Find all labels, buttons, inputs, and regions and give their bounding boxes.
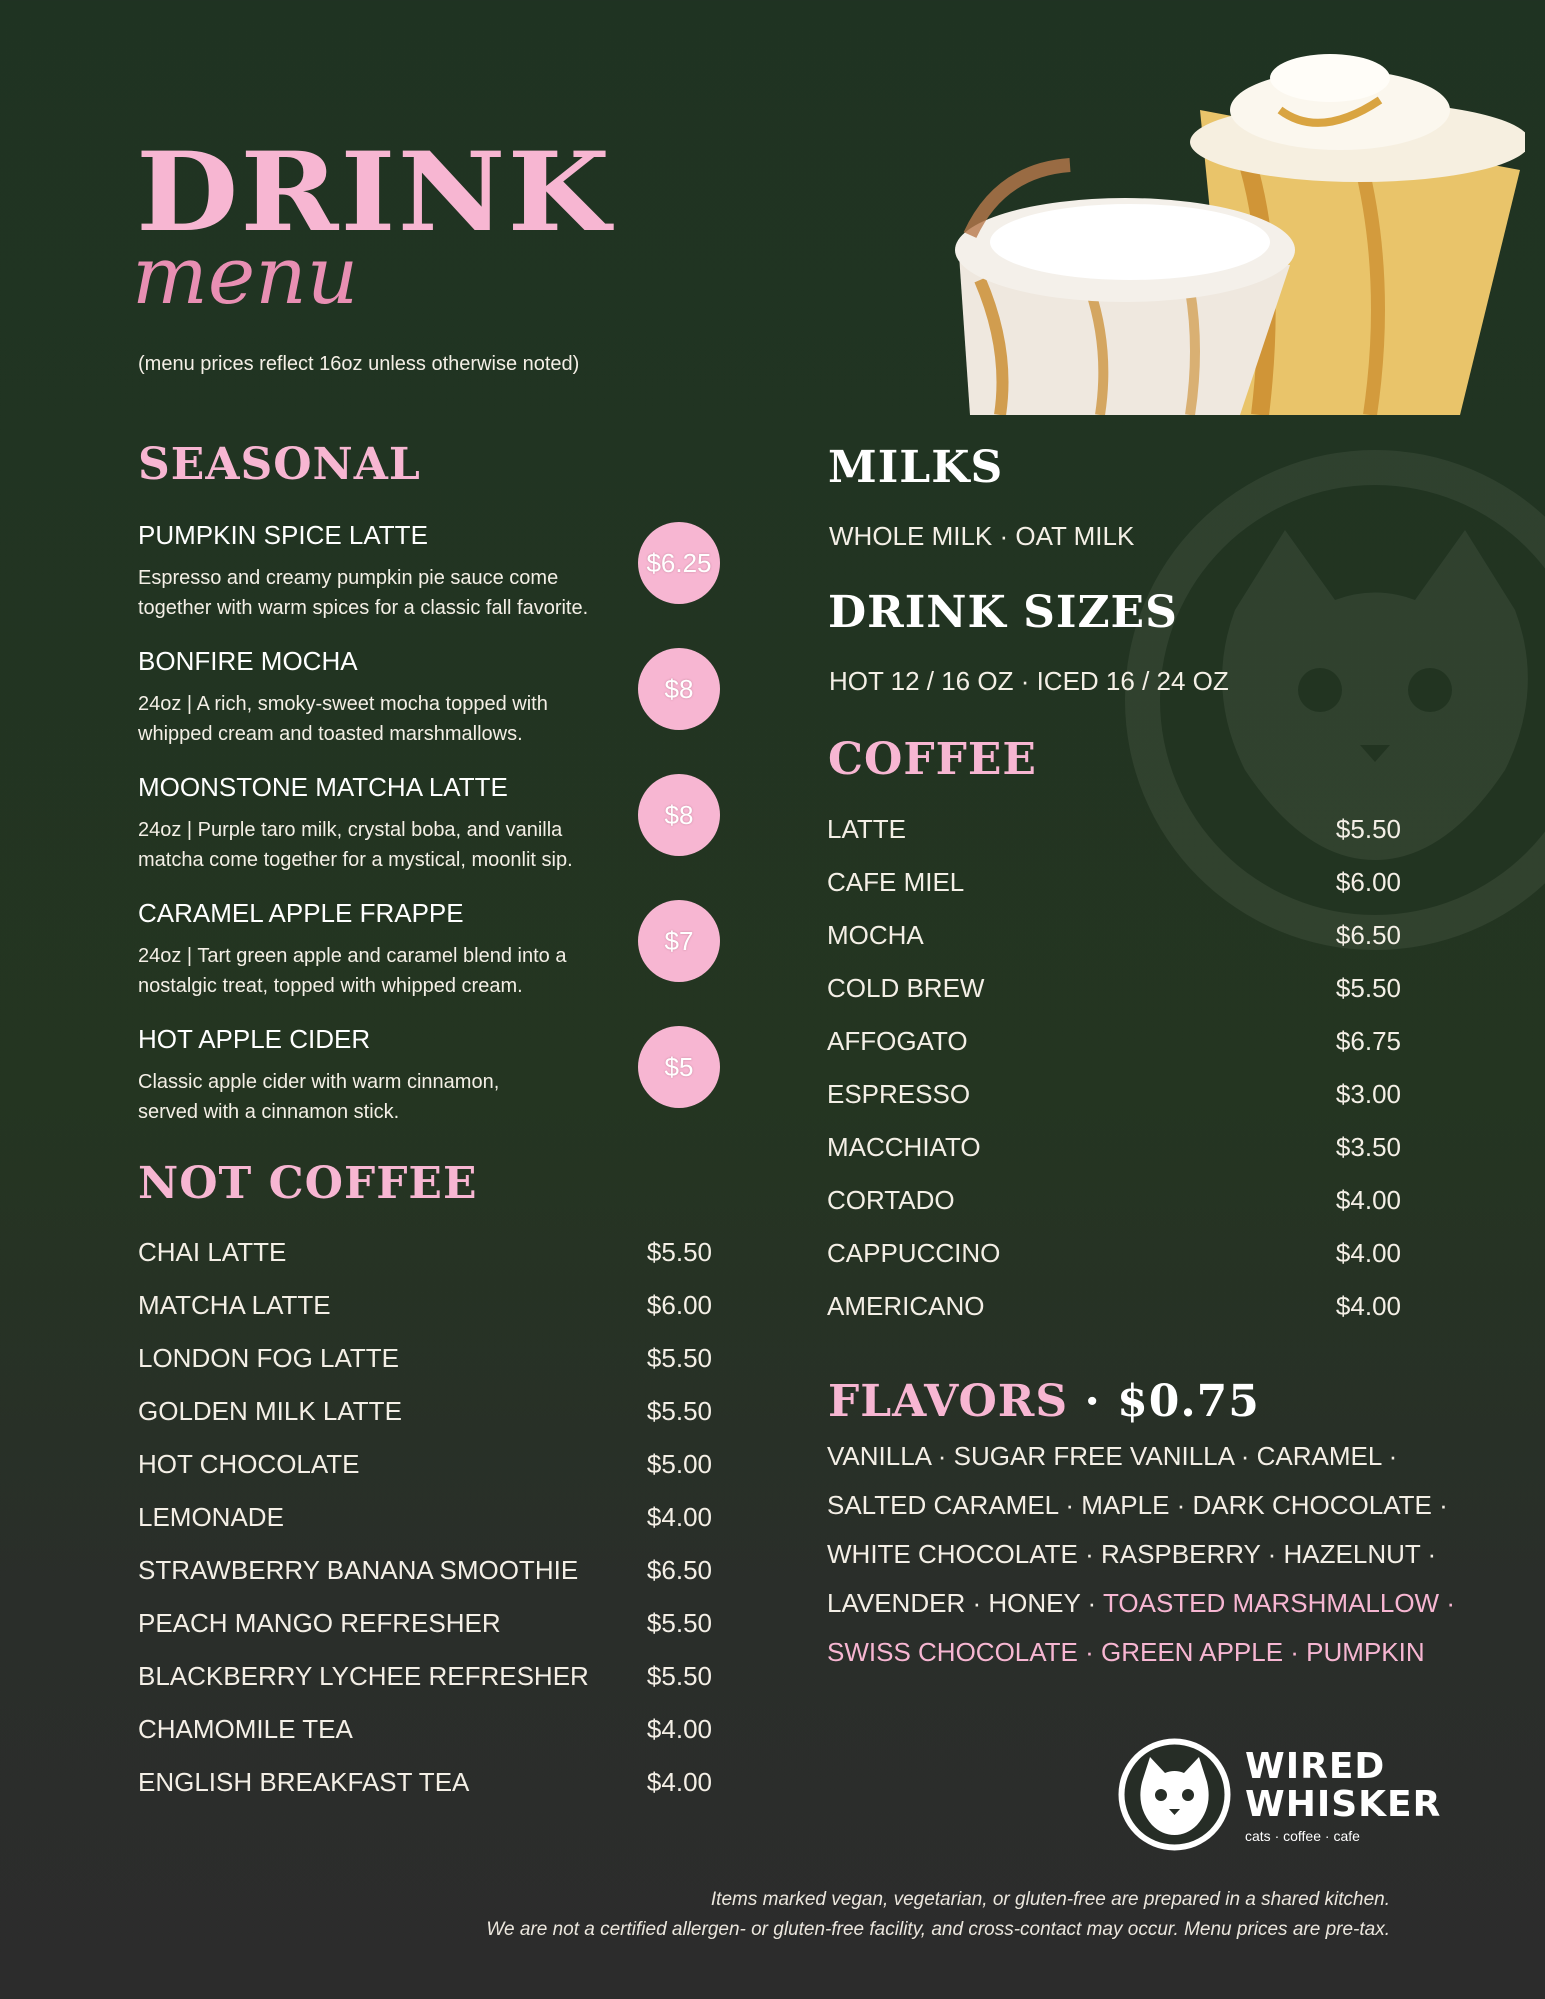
allergen-disclaimer <box>486 1885 1390 1945</box>
price-badge: $8 <box>638 648 720 730</box>
item-description: 24oz | Purple taro milk, crystal boba, and vanilla <box>138 819 563 841</box>
item-price: $4.00 <box>1335 1185 1401 1215</box>
item-name: GOLDEN MILK LATTE <box>138 1396 402 1426</box>
menu-row <box>827 1185 1401 1216</box>
item-price: $5.00 <box>646 1449 712 1479</box>
item-name: BLACKBERRY LYCHEE REFRESHER <box>138 1661 589 1691</box>
flavors-regular: LAVENDER · HONEY · <box>827 1588 1103 1618</box>
seasonal-heading: SEASONAL <box>138 439 421 490</box>
item-name: LONDON FOG LATTE <box>138 1343 399 1373</box>
item-price: $6.50 <box>1335 920 1401 950</box>
item-name: PUMPKIN SPICE LATTE <box>138 520 428 550</box>
disclaimer-line: We are not a certified allergen- or gluten-free facility, and cross-contact may occur. Menu prices are pre-tax. <box>486 1919 1390 1940</box>
item-price: $4.00 <box>646 1714 712 1744</box>
item-name: CHAI LATTE <box>138 1237 287 1267</box>
item-description: 24oz | A rich, smoky-sweet mocha topped with <box>138 693 548 715</box>
milks-heading: MILKS <box>828 442 1004 493</box>
item-name: CAPPUCCINO <box>827 1238 1001 1268</box>
item-name: MOCHA <box>827 920 924 950</box>
item-price: $3.00 <box>1335 1079 1401 1109</box>
cat-logo-icon <box>1117 1737 1232 1852</box>
item-price: $4.00 <box>646 1767 712 1797</box>
drink-sizes-list: HOT 12 / 16 OZ · ICED 16 / 24 OZ <box>829 666 1229 696</box>
item-name: STRAWBERRY BANANA SMOOTHIE <box>138 1555 579 1585</box>
item-name: LATTE <box>827 814 906 844</box>
menu-row <box>138 1608 712 1639</box>
menu-row <box>827 1026 1401 1057</box>
menu-row <box>827 867 1401 898</box>
flavors-seasonal: SWISS CHOCOLATE · GREEN APPLE · PUMPKIN <box>827 1637 1425 1667</box>
brand-name: WHISKER <box>1245 1784 1442 1825</box>
drink-sizes-heading: DRINK SIZES <box>828 587 1178 638</box>
menu-row <box>138 1396 712 1427</box>
item-name: HOT CHOCOLATE <box>138 1449 360 1479</box>
seasonal-item <box>138 1024 638 1127</box>
price-note: (menu prices reflect 16oz unless otherwise noted) <box>138 353 580 375</box>
item-price: $4.00 <box>1335 1291 1401 1321</box>
item-price: $5.50 <box>1335 814 1401 844</box>
item-price: $5.50 <box>646 1608 712 1638</box>
item-name: BONFIRE MOCHA <box>138 646 358 676</box>
menu-row <box>827 814 1401 845</box>
item-price: $6.50 <box>646 1555 712 1585</box>
item-name: CHAMOMILE TEA <box>138 1714 353 1744</box>
item-price: $5.50 <box>646 1237 712 1267</box>
item-description: served with a cinnamon stick. <box>138 1101 400 1123</box>
item-description: together with warm spices for a classic fall favorite. <box>138 597 589 619</box>
item-name: AFFOGATO <box>827 1026 968 1056</box>
item-description: 24oz | Tart green apple and caramel blend into a <box>138 945 567 967</box>
item-name: LEMONADE <box>138 1502 284 1532</box>
menu-row <box>138 1661 712 1692</box>
item-name: MACCHIATO <box>827 1132 981 1162</box>
coffee-heading: COFFEE <box>828 734 1037 785</box>
seasonal-item <box>138 646 638 749</box>
milks-list: WHOLE MILK · OAT MILK <box>829 521 1135 551</box>
menu-row <box>827 920 1401 951</box>
page-subtitle: menu <box>132 229 359 322</box>
page-title: DRINK <box>136 127 613 256</box>
flavors-heading <box>828 1376 1260 1427</box>
item-name: PEACH MANGO REFRESHER <box>138 1608 501 1638</box>
item-name: AMERICANO <box>827 1291 985 1321</box>
price-badge: $6.25 <box>638 522 720 604</box>
item-price: $5.50 <box>646 1343 712 1373</box>
brand-tagline: cats · coffee · cafe <box>1245 1828 1360 1844</box>
item-name: ENGLISH BREAKFAST TEA <box>138 1767 470 1797</box>
item-name: MOONSTONE MATCHA LATTE <box>138 772 508 802</box>
menu-row <box>138 1449 712 1480</box>
item-price: $6.00 <box>646 1290 712 1320</box>
menu-row <box>827 973 1401 1004</box>
item-price: $3.50 <box>1335 1132 1401 1162</box>
brand-logo <box>1245 1748 1441 1844</box>
item-description: Classic apple cider with warm cinnamon, <box>138 1071 500 1093</box>
item-price: $6.75 <box>1335 1026 1401 1056</box>
drinks-photo <box>940 50 1525 415</box>
item-description: whipped cream and toasted marshmallows. <box>138 723 523 745</box>
menu-row <box>138 1502 712 1533</box>
item-description: matcha come together for a mystical, moonlit sip. <box>138 849 573 871</box>
disclaimer-line: Items marked vegan, vegetarian, or gluten-free are prepared in a shared kitchen. <box>710 1889 1390 1910</box>
menu-row <box>138 1767 712 1798</box>
flavors-line <box>827 1579 1467 1628</box>
seasonal-item <box>138 520 638 623</box>
not-coffee-heading: NOT COFFEE <box>138 1158 478 1209</box>
price-badge: $5 <box>638 1026 720 1108</box>
menu-row <box>827 1132 1401 1163</box>
item-price: $4.00 <box>1335 1238 1401 1268</box>
item-price: $5.50 <box>1335 973 1401 1003</box>
item-name: CARAMEL APPLE FRAPPE <box>138 898 464 928</box>
flavors-price: · $0.75 <box>1068 1376 1260 1427</box>
flavors-line: SALTED CARAMEL · MAPLE · DARK CHOCOLATE · <box>827 1490 1448 1520</box>
brand-name: WIRED <box>1245 1746 1386 1787</box>
item-price: $4.00 <box>646 1502 712 1532</box>
item-description: Espresso and creamy pumpkin pie sauce come <box>138 567 559 589</box>
flavors-title: FLAVORS <box>828 1376 1069 1427</box>
item-name: COLD BREW <box>827 973 985 1003</box>
item-name: CORTADO <box>827 1185 955 1215</box>
seasonal-item <box>138 898 638 1001</box>
item-price: $5.50 <box>646 1396 712 1426</box>
flavors-line: WHITE CHOCOLATE · RASPBERRY · HAZELNUT · <box>827 1539 1437 1569</box>
seasonal-item <box>138 772 638 875</box>
price-badge: $8 <box>638 774 720 856</box>
menu-row <box>827 1291 1401 1322</box>
item-name: CAFE MIEL <box>827 867 965 897</box>
price-badge: $7 <box>638 900 720 982</box>
item-description: nostalgic treat, topped with whipped cream. <box>138 975 523 997</box>
menu-row <box>138 1343 712 1374</box>
item-name: MATCHA LATTE <box>138 1290 331 1320</box>
item-price: $6.00 <box>1335 867 1401 897</box>
item-name: ESPRESSO <box>827 1079 971 1109</box>
menu-row <box>138 1290 712 1321</box>
menu-row <box>138 1714 712 1745</box>
flavors-line: VANILLA · SUGAR FREE VANILLA · CARAMEL · <box>827 1441 1398 1471</box>
menu-row <box>138 1237 712 1268</box>
menu-row <box>138 1555 712 1586</box>
flavors-list <box>827 1432 1467 1677</box>
flavors-seasonal: TOASTED MARSHMALLOW · <box>1102 1588 1455 1618</box>
menu-row <box>827 1079 1401 1110</box>
menu-row <box>827 1238 1401 1269</box>
item-name: HOT APPLE CIDER <box>138 1024 371 1054</box>
item-price: $5.50 <box>646 1661 712 1691</box>
